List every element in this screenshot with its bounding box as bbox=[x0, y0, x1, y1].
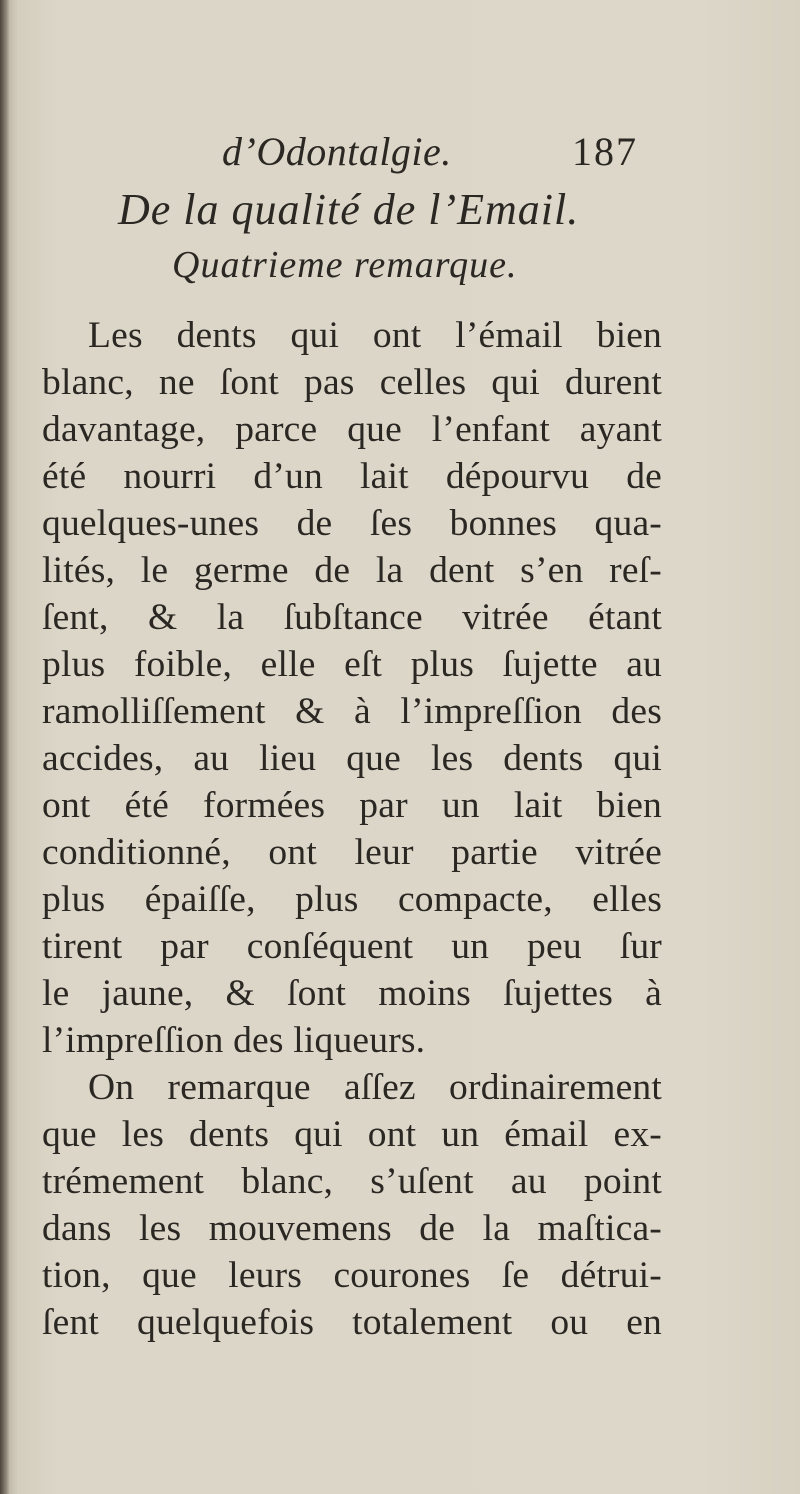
text-line: quelques-unes de ſes bonnes qua- bbox=[42, 503, 662, 544]
text-line: l’impreſſion des liqueurs. bbox=[42, 1020, 426, 1061]
section-subtitle: Quatrieme remarque. bbox=[172, 244, 518, 286]
text-line: conditionné, ont leur partie vitrée bbox=[42, 832, 662, 873]
text-line: Les dents qui ont l’émail bien bbox=[88, 315, 662, 356]
running-head: d’Odontalgie. bbox=[222, 129, 452, 174]
book-spine-edge bbox=[0, 0, 10, 1494]
text-line: ſent quelquefois totalement ou en bbox=[42, 1302, 662, 1343]
text-line: que les dents qui ont un émail ex- bbox=[42, 1114, 662, 1155]
text-line: ont été formées par un lait bien bbox=[42, 785, 662, 826]
text-line: On remarque aſſez ordinairement bbox=[88, 1067, 662, 1108]
text-line: plus foible, elle eſt plus ſujette au bbox=[42, 644, 662, 685]
text-line: plus épaiſſe, plus compacte, elles bbox=[42, 879, 662, 920]
text-line: trémement blanc, s’uſent au point bbox=[42, 1161, 662, 1202]
text-line: lités, le germe de la dent s’en reſ- bbox=[42, 550, 662, 591]
text-line: tirent par conſéquent un peu ſur bbox=[42, 926, 662, 967]
text-line: davantage, parce que l’enfant ayant bbox=[42, 409, 662, 450]
text-line: ſent, & la ſubſtance vitrée étant bbox=[42, 597, 662, 638]
page-number: 187 bbox=[572, 129, 638, 174]
section-title: De la qualité de l’Email. bbox=[118, 185, 580, 234]
text-line: dans les mouvemens de la maſtica- bbox=[42, 1208, 662, 1249]
text-line: blanc, ne ſont pas celles qui durent bbox=[42, 362, 662, 403]
text-line: été nourri d’un lait dépourvu de bbox=[42, 456, 662, 497]
text-line: tion, que leurs courones ſe détrui- bbox=[42, 1255, 662, 1296]
text-line: le jaune, & ſont moins ſujettes à bbox=[42, 973, 662, 1014]
text-line: accides, au lieu que les dents qui bbox=[42, 738, 662, 779]
text-line: ramolliſſement & à l’impreſſion des bbox=[42, 691, 662, 732]
body-text bbox=[42, 312, 662, 1346]
